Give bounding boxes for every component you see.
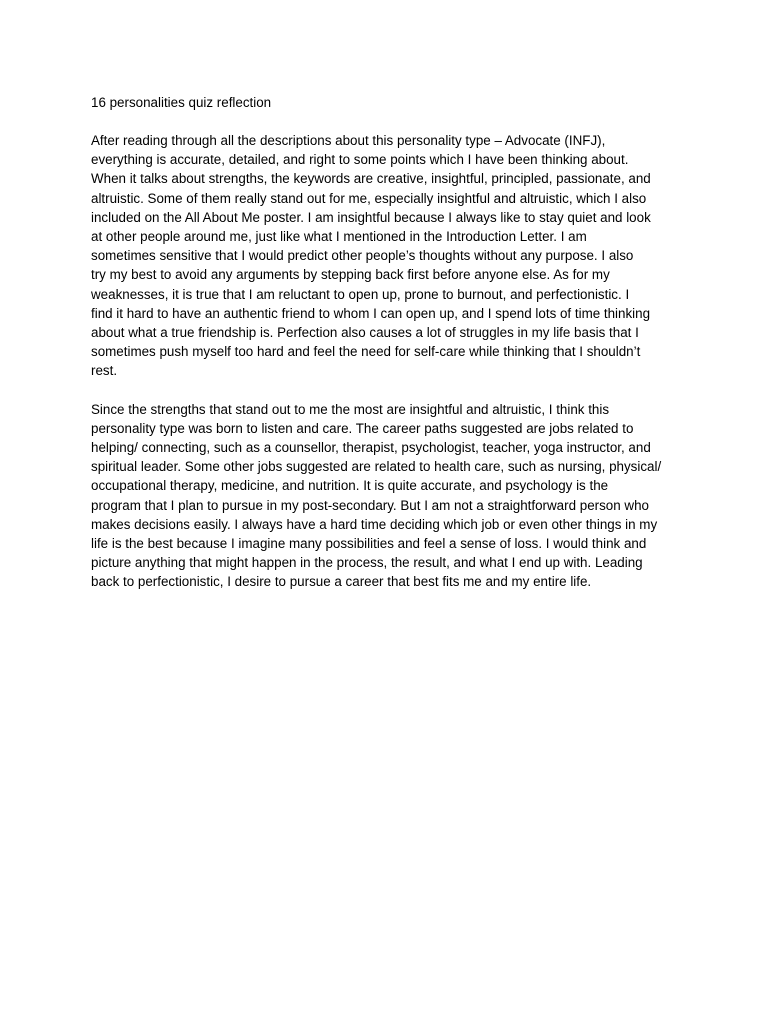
text-line: makes decisions easily. I always have a hard time deciding which job or even other things in my xyxy=(91,516,658,532)
text-line: spiritual leader. Some other jobs suggested are related to health care, such as nursing, physical/ xyxy=(91,459,662,475)
text-line: occupational therapy, medicine, and nutrition. It is quite accurate, and psychology is the xyxy=(91,478,609,494)
text-line: picture anything that might happen in the process, the result, and what I end up with. Leading xyxy=(91,555,643,571)
text-line: included on the All About Me poster. I am insightful because I always like to stay quiet and look xyxy=(91,209,651,225)
document-body xyxy=(91,93,681,611)
text-line: try my best to avoid any arguments by stepping back first before anyone else. As for my xyxy=(91,267,610,283)
text-line: helping/ connecting, such as a counsellor, therapist, psychologist, teacher, yoga instructor, and xyxy=(91,440,651,456)
text-line: about what a true friendship is. Perfection also causes a lot of struggles in my life basis that I xyxy=(91,325,639,341)
text-line: at other people around me, just like what I mentioned in the Introduction Letter. I am xyxy=(91,229,587,245)
text-line: program that I plan to pursue in my post-secondary. But I am not a straightforward person who xyxy=(91,497,649,513)
paragraph-1 xyxy=(91,131,681,381)
text-line: back to perfectionistic, I desire to pursue a career that best fits me and my entire life. xyxy=(91,574,592,590)
paragraph-2 xyxy=(91,400,681,592)
text-line: rest. xyxy=(91,363,118,379)
text-line: life is the best because I imagine many possibilities and feel a sense of loss. I would think and xyxy=(91,536,647,552)
text-line: altruistic. Some of them really stand out for me, especially insightful and altruistic, which I also xyxy=(91,190,647,206)
text-line: sometimes push myself too hard and feel the need for self-care while thinking that I shouldn’t xyxy=(91,344,641,360)
text-line: find it hard to have an authentic friend to whom I can open up, and I spend lots of time thinking xyxy=(91,305,651,321)
text-line: sometimes sensitive that I would predict other people’s thoughts without any purpose. I also xyxy=(91,248,634,264)
text-line: Since the strengths that stand out to me the most are insightful and altruistic, I think this xyxy=(91,401,610,417)
document-title: 16 personalities quiz reflection xyxy=(91,95,272,110)
text-line: everything is accurate, detailed, and right to some points which I have been thinking about. xyxy=(91,152,629,168)
text-line: personality type was born to listen and care. The career paths suggested are jobs related to xyxy=(91,420,634,436)
text-line: weaknesses, it is true that I am reluctant to open up, prone to burnout, and perfectionistic. I xyxy=(91,286,630,302)
text-line: When it talks about strengths, the keywords are creative, insightful, principled, passionate, and xyxy=(91,171,651,187)
text-line: After reading through all the descriptions about this personality type – Advocate (INFJ), xyxy=(91,133,606,148)
